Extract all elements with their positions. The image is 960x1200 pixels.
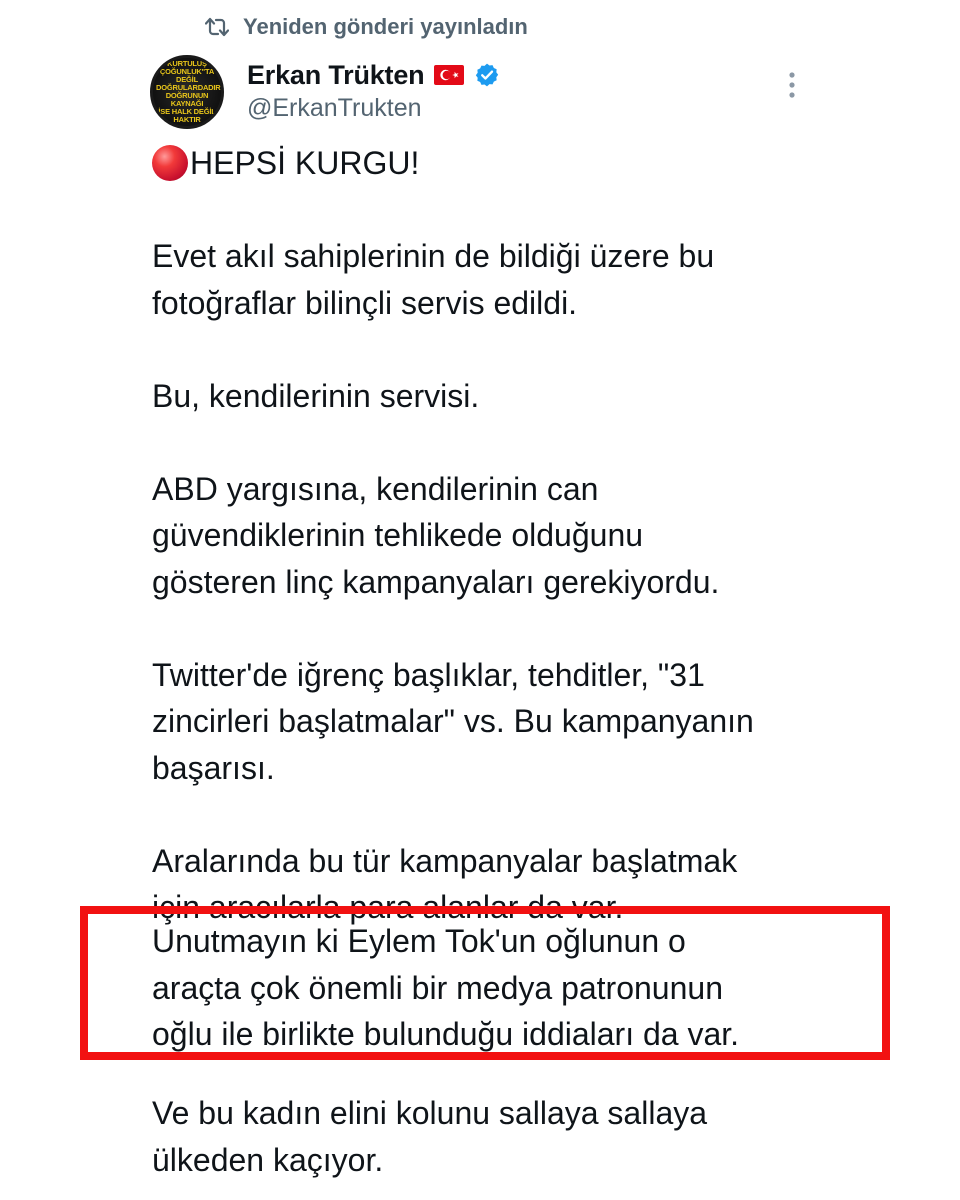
text-line: Evet akıl sahiplerinin de bildiği üzere bu [152, 238, 715, 274]
turkey-flag-icon [434, 65, 464, 85]
avatar[interactable] [150, 55, 224, 129]
repost-icon [205, 16, 229, 38]
text-line: için aracılarla para alanlar da var. [152, 889, 624, 925]
text-line: araçta çok önemli bir medya patronunun [152, 969, 723, 1006]
text-line: oğlu ile birlikte bulunduğu iddiaları da var. [152, 1016, 740, 1052]
tweet-body [152, 140, 812, 977]
author-handle[interactable]: @ErkanTrukten [247, 94, 422, 122]
closing-paragraph [152, 1090, 812, 1183]
avatar-text-line: İSE HALK DEĞİL [158, 107, 216, 116]
text-line: zincirleri başlatmalar" vs. Bu kampanyanın [152, 703, 754, 739]
red-circle-icon [152, 145, 188, 181]
repost-label: Yeniden gönderi yayınladın [243, 14, 528, 39]
text-line: ülkeden kaçıyor. [152, 1141, 384, 1178]
tweet-paragraph [152, 373, 812, 420]
text-line: Twitter'de iğrenç başlıklar, tehditler, "31 [152, 656, 705, 693]
tweet-paragraph [152, 466, 812, 606]
highlighted-paragraph [152, 918, 812, 1058]
avatar-text-line: ÇOĞUNLUK"TA DEĞİL [159, 67, 215, 84]
tweet-paragraph [152, 233, 812, 326]
author-info [247, 58, 500, 123]
text-line: Bu, kendilerinin servisi. [152, 377, 480, 414]
text-line: güvendiklerinin tehlikede olduğunu [152, 517, 644, 553]
tweet-headline-row [152, 140, 812, 187]
tweet-headline: HEPSİ KURGU! [190, 145, 420, 181]
text-line: Aralarında bu tür kampanyalar başlatmak [152, 842, 738, 879]
avatar-text-line: DOĞRUNUN KAYNAĞI [165, 91, 209, 108]
avatar-text-line: HAKTIR [173, 115, 201, 124]
avatar-motto [156, 59, 221, 124]
more-options-icon[interactable] [785, 70, 799, 100]
verified-badge-icon [474, 62, 500, 88]
avatar-text-line: DOĞRULARDADIR [156, 83, 221, 92]
text-line: fotoğraflar bilinçli servis edildi. [152, 284, 578, 321]
avatar-text-line: KURTULUŞ [167, 59, 207, 68]
text-line: Unutmayın ki Eylem Tok'un oğlunun o [152, 923, 686, 959]
author-display-name[interactable]: Erkan Trükten [247, 59, 425, 90]
text-line: gösteren linç kampanyaları gerekiyordu. [152, 563, 720, 600]
name-row [247, 58, 500, 92]
text-line: ABD yargısına, kendilerinin can [152, 470, 599, 507]
tweet-header [150, 52, 810, 132]
text-line: Ve bu kadın elini kolunu sallaya sallaya [152, 1095, 708, 1131]
text-line: başarısı. [152, 749, 275, 786]
tweet-paragraph [152, 652, 812, 792]
repost-indicator[interactable] [205, 10, 528, 44]
